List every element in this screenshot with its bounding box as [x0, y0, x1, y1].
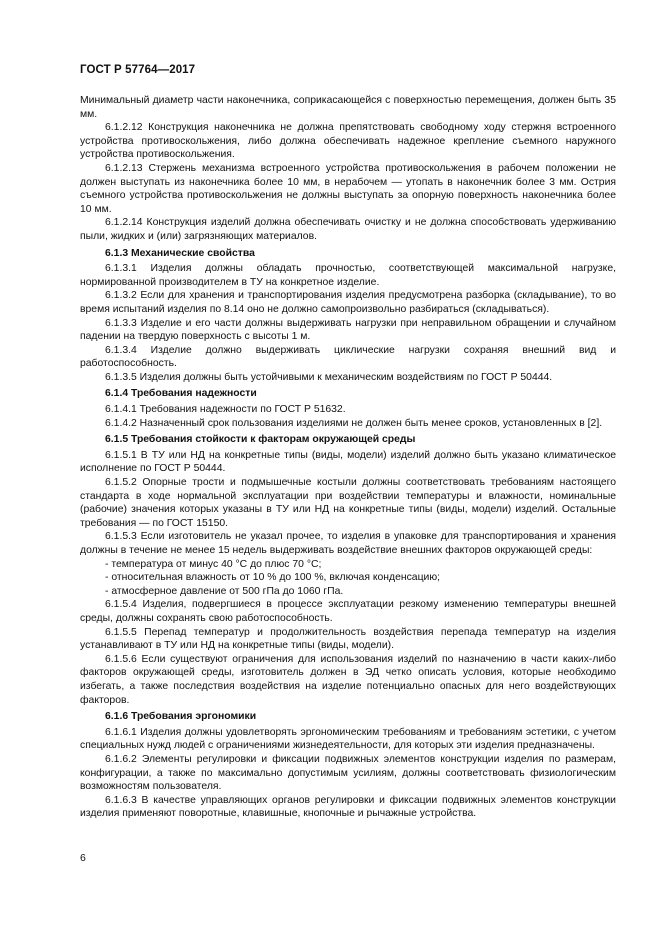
document-header: ГОСТ Р 57764—2017	[80, 64, 196, 76]
clause-6-1-4-2: 6.1.4.2 Назначенный срок пользования изделиями не должен быть менее сроков, установленных в [2].	[105, 417, 603, 429]
clause-6-1-3-5: 6.1.3.5 Изделия должны быть устойчивыми к механическим воздействиям по ГОСТ Р 50444.	[105, 371, 553, 383]
clause-6-1-6-2: 6.1.6.2 Элементы регулировки и фиксации подвижных элементов конструкции изделия по размерам, конфигурации, а также по максимально допустимым усилиям, должны соответствовать физиологическим возможностям пользователя.	[80, 753, 616, 793]
clause-6-1-5-1: 6.1.5.1 В ТУ или НД на конкретные типы (виды, модели) изделий должно быть указано климатическое исполнение по ГОСТ Р 50444.	[80, 449, 616, 475]
section-heading: 6.1.4 Требования надежности	[105, 388, 257, 400]
clause-6-1-3-1: 6.1.3.1 Изделия должны обладать прочностью, соответствующей максимальной нагрузке, нормированной производителем в ТУ на конкретное изделие.	[80, 263, 616, 288]
section-heading: 6.1.3 Механические свойства	[105, 247, 255, 259]
clause-6-1-2-12: 6.1.2.12 Конструкция наконечника не должна препятствовать свободному ходу стержня встроенного устройства противоскольжения, либо должна обеспечивать надежное крепление съемного наружного устройства противоскольжения.	[80, 122, 616, 161]
clause-6-1-5-2: 6.1.5.2 Опорные трости и подмышечные костыли должны соответствовать требованиям настоящего стандарта в ходе нормальной эксплуатации при воздействии температуры и влажности, номинальные (рабочие) значения которых указаны в ТУ или НД на конкретные типы (виды, модели) изделий. Остальные требования — по ГОСТ 15150.	[80, 477, 616, 529]
clause-6-1-3-4: 6.1.3.4 Изделие должно выдерживать циклические нагрузки сохраняя внешний вид и работоспособность.	[80, 344, 616, 370]
clause-6-1-5-3: 6.1.5.3 Если изготовитель не указал прочее, то изделия в упаковке для транспортирования и хранения должны в течение не менее 15 недель выдерживать воздействие внешних факторов окружающей среды:	[80, 531, 616, 556]
clause-6-1-5-4: 6.1.5.4 Изделия, подвергшиеся в процессе эксплуатации резкому изменению температуры внешней среды, должны сохранять свою работоспособность.	[80, 599, 616, 624]
clause-6-1-3-2: 6.1.3.2 Если для хранения и транспортирования изделия предусмотрена разборка (складывание), то во время испытаний изделия по 8.14 оно не должно самопроизвольно разбираться (складываться).	[80, 290, 616, 315]
clause-6-1-6-1: 6.1.6.1 Изделия должны удовлетворять эргономическим требованиям и требованиям эстетики, с учетом специальных нужд людей с ограничениями жизнедеятельности, для которых эти изделия предназначены.	[80, 726, 616, 752]
clause-6-1-4-1: 6.1.4.1 Требования надежности по ГОСТ Р 51632.	[105, 404, 346, 416]
clause-6-1-5-5: 6.1.5.5 Перепад температур и продолжительность воздействия перепада температур на изделия устанавливают в ТУ или НД на конкретные типы (виды, модели).	[80, 626, 616, 652]
section-heading: 6.1.6 Требования эргономики	[105, 711, 257, 723]
list-item: - относительная влажность от 10 % до 100 %, включая конденсацию;	[105, 572, 441, 584]
page-number: 6	[80, 852, 86, 864]
clause-6-1-5-6: 6.1.5.6 Если существуют ограничения для использования изделий по назначению в части каких-либо факторов окружающей среды, изготовитель должен в ЭД четко описать условия, которые необходимо избегать, а также последствия воздействия на изделие потенциально опасных для него воздействующих факторов.	[80, 653, 616, 706]
clause-6-1-2-13: 6.1.2.13 Стержень механизма встроенного устройства противоскольжения в рабочем положении не должен выступать из наконечника более 10 мм, в нерабочем — утопать в наконечник более 3 мм. Острия съемного устройства противоскольжения не должны выступать за опорную поверхность наконечника более 10 мм.	[80, 162, 616, 215]
paragraph: Минимальный диаметр части наконечника, соприкасающейся с поверхностью перемещения, должен быть 35 мм.	[80, 95, 616, 120]
list-item: - температура от минус 40 °С до плюс 70 °С;	[105, 558, 322, 570]
clause-6-1-2-14: 6.1.2.14 Конструкция изделий должна обеспечивать очистку и не должна способствовать удерживанию пыли, жидких и (или) загрязняющих материалов.	[80, 217, 616, 242]
document-body	[80, 94, 616, 821]
section-heading: 6.1.5 Требования стойкости к факторам окружающей среды	[105, 434, 416, 446]
clause-6-1-3-3: 6.1.3.3 Изделие и его части должны выдерживать нагрузки при неправильном обращении и случайном падении на твердую поверхность с высоты 1 м.	[80, 317, 616, 343]
list-item: - атмосферное давление от 500 гПа до 1060 гПа.	[105, 585, 344, 597]
clause-6-1-6-3: 6.1.6.3 В качестве управляющих органов регулировки и фиксации подвижных элементов конструкции изделия применяют поворотные, клавишные, кнопочные и рычажные устройства.	[80, 794, 616, 820]
